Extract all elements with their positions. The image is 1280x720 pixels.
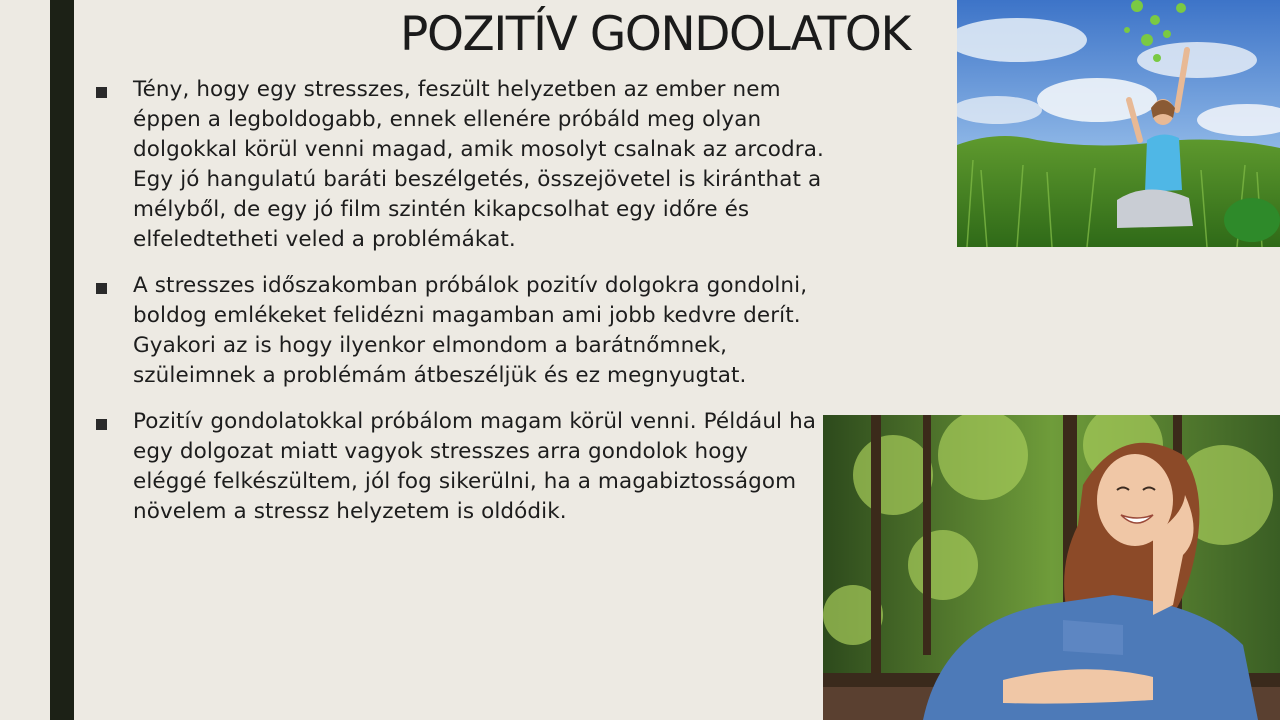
bullet-1-paragraph-1: Tény, hogy egy stresszes, feszült helyzetben az ember nem éppen a legboldogabb, ennek ellenére próbáld meg olyan dolgokkal körül venni magad, amik mosolyt csalnak az arcodra. <box>133 77 824 162</box>
bullet-item-2 <box>96 271 826 391</box>
bullet-2-paragraph-2: Gyakori az is hogy ilyenkor elmondom a barátnőmnek, szüleimnek a problémám átbeszéljük és ez megnyugtat. <box>133 333 747 388</box>
bullet-list <box>96 75 826 543</box>
bullet-3-paragraph-1: Pozitív gondolatokkal próbálom magam körül venni. Például ha egy dolgozat miatt vagyok stresszes arra gondolok hogy eléggé felkészültem, jól fog sikerülni, ha a magabiztosságom növelem a stressz helyzetem is oldódik. <box>133 409 817 524</box>
left-accent-bar <box>50 0 74 720</box>
forest-photo <box>823 415 1280 720</box>
square-bullet-icon <box>96 87 107 98</box>
bullet-item-1 <box>96 75 826 255</box>
meadow-photo <box>957 0 1280 247</box>
bullet-1-paragraph-2: Egy jó hangulatú baráti beszélgetés, összejövetel is kiránthat a mélyből, de egy jó film szintén kikapcsolhat egy időre és elfeledtetheti veled a problémákat. <box>133 167 822 252</box>
slide-title: POZITÍV GONDOLATOK <box>400 7 910 62</box>
square-bullet-icon <box>96 283 107 294</box>
bullet-item-3 <box>96 407 826 527</box>
bullet-2-paragraph-1: A stresszes időszakomban próbálok pozitív dolgokra gondolni, boldog emlékeket felidézni magamban ami jobb kedvre derít. <box>133 273 808 328</box>
forest-photo-illustration <box>823 415 1280 720</box>
meadow-photo-illustration <box>957 0 1280 247</box>
square-bullet-icon <box>96 419 107 430</box>
